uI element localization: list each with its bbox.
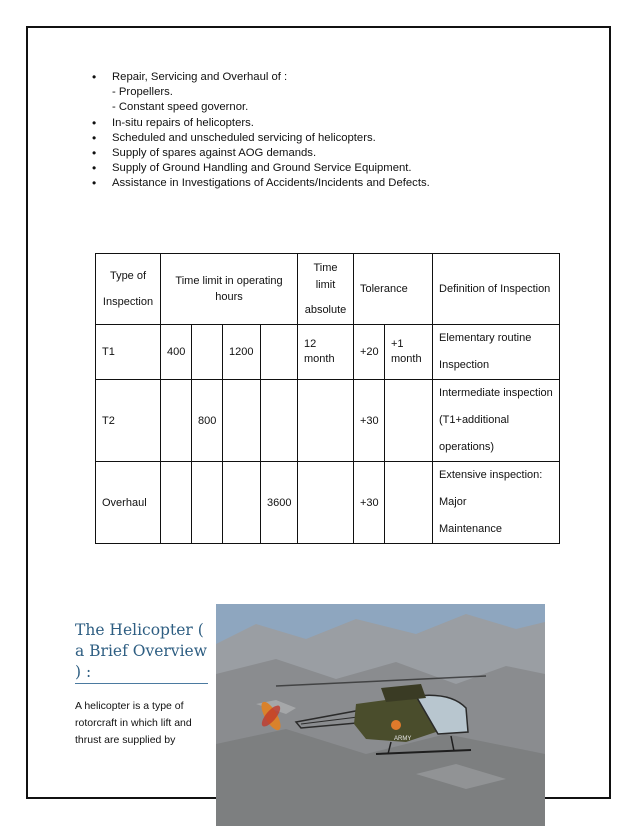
- cell-definition: Extensive inspection: Major Maintenance: [433, 462, 560, 544]
- cell-hours-3: [223, 380, 261, 462]
- list-item: • Assistance in Investigations of Accidents/Incidents and Defects.: [92, 176, 430, 191]
- cell-tolerance: +30: [354, 380, 385, 462]
- table-row: [96, 325, 560, 380]
- cell-hours-3: 1200: [223, 325, 261, 380]
- cell-tolerance-extra: [385, 462, 433, 544]
- cell-definition: Elementary routine Inspection: [433, 325, 560, 380]
- cell-tolerance-extra: +1 month: [385, 325, 433, 380]
- header-definition: Definition of Inspection: [433, 254, 560, 325]
- list-item: • Supply of Ground Handling and Ground Service Equipment.: [92, 161, 430, 176]
- header-time-limit: Time limit in operating hours: [161, 254, 298, 325]
- cell-hours-4: [261, 325, 298, 380]
- table-row: [96, 380, 560, 462]
- list-subitem: - Constant speed governor.: [112, 101, 249, 114]
- fuselage-marking: ARMY: [394, 736, 412, 742]
- cell-tolerance: +30: [354, 462, 385, 544]
- cell-type: Overhaul: [96, 462, 161, 544]
- cell-absolute: [298, 380, 354, 462]
- cell-hours-4: 3600: [261, 462, 298, 544]
- cell-tolerance: +20: [354, 325, 385, 380]
- cell-tolerance-extra: [385, 380, 433, 462]
- header-tolerance: Tolerance: [354, 254, 433, 325]
- cell-hours-1: 400: [161, 325, 192, 380]
- header-time-absolute: Time limit absolute: [298, 254, 354, 325]
- overview-paragraph: A helicopter is a type of rotorcraft in which lift and thrust are supplied by: [75, 700, 192, 746]
- cell-definition: Intermediate inspection (T1+additional operations): [433, 380, 560, 462]
- cell-absolute: 12 month: [298, 325, 354, 380]
- cell-hours-1: [161, 380, 192, 462]
- cell-hours-2: [192, 462, 223, 544]
- table-row: [96, 462, 560, 544]
- helicopter-photo: [216, 604, 545, 826]
- list-item: • Supply of spares against AOG demands.: [92, 146, 430, 161]
- table-header-row: [96, 254, 560, 325]
- cell-type: T2: [96, 380, 161, 462]
- heading-underline: [75, 683, 208, 684]
- helicopter-image: [216, 604, 545, 826]
- cell-hours-3: [223, 462, 261, 544]
- cell-hours-4: [261, 380, 298, 462]
- header-type: Type of Inspection: [96, 254, 161, 325]
- cell-hours-2: 800: [192, 380, 223, 462]
- list-item: • Scheduled and unscheduled servicing of helicopters.: [92, 131, 430, 146]
- cell-absolute: [298, 462, 354, 544]
- inspection-table: [95, 253, 560, 544]
- list-item: • Repair, Servicing and Overhaul of :: [92, 70, 430, 85]
- cell-type: T1: [96, 325, 161, 380]
- cell-hours-1: [161, 462, 192, 544]
- list-item: • In-situ repairs of helicopters.: [92, 116, 430, 131]
- services-list: [92, 70, 430, 192]
- section-heading: The Helicopter ( a Brief Overview ) :: [75, 621, 207, 681]
- cell-hours-2: [192, 325, 223, 380]
- list-subitem: - Propellers.: [112, 86, 173, 99]
